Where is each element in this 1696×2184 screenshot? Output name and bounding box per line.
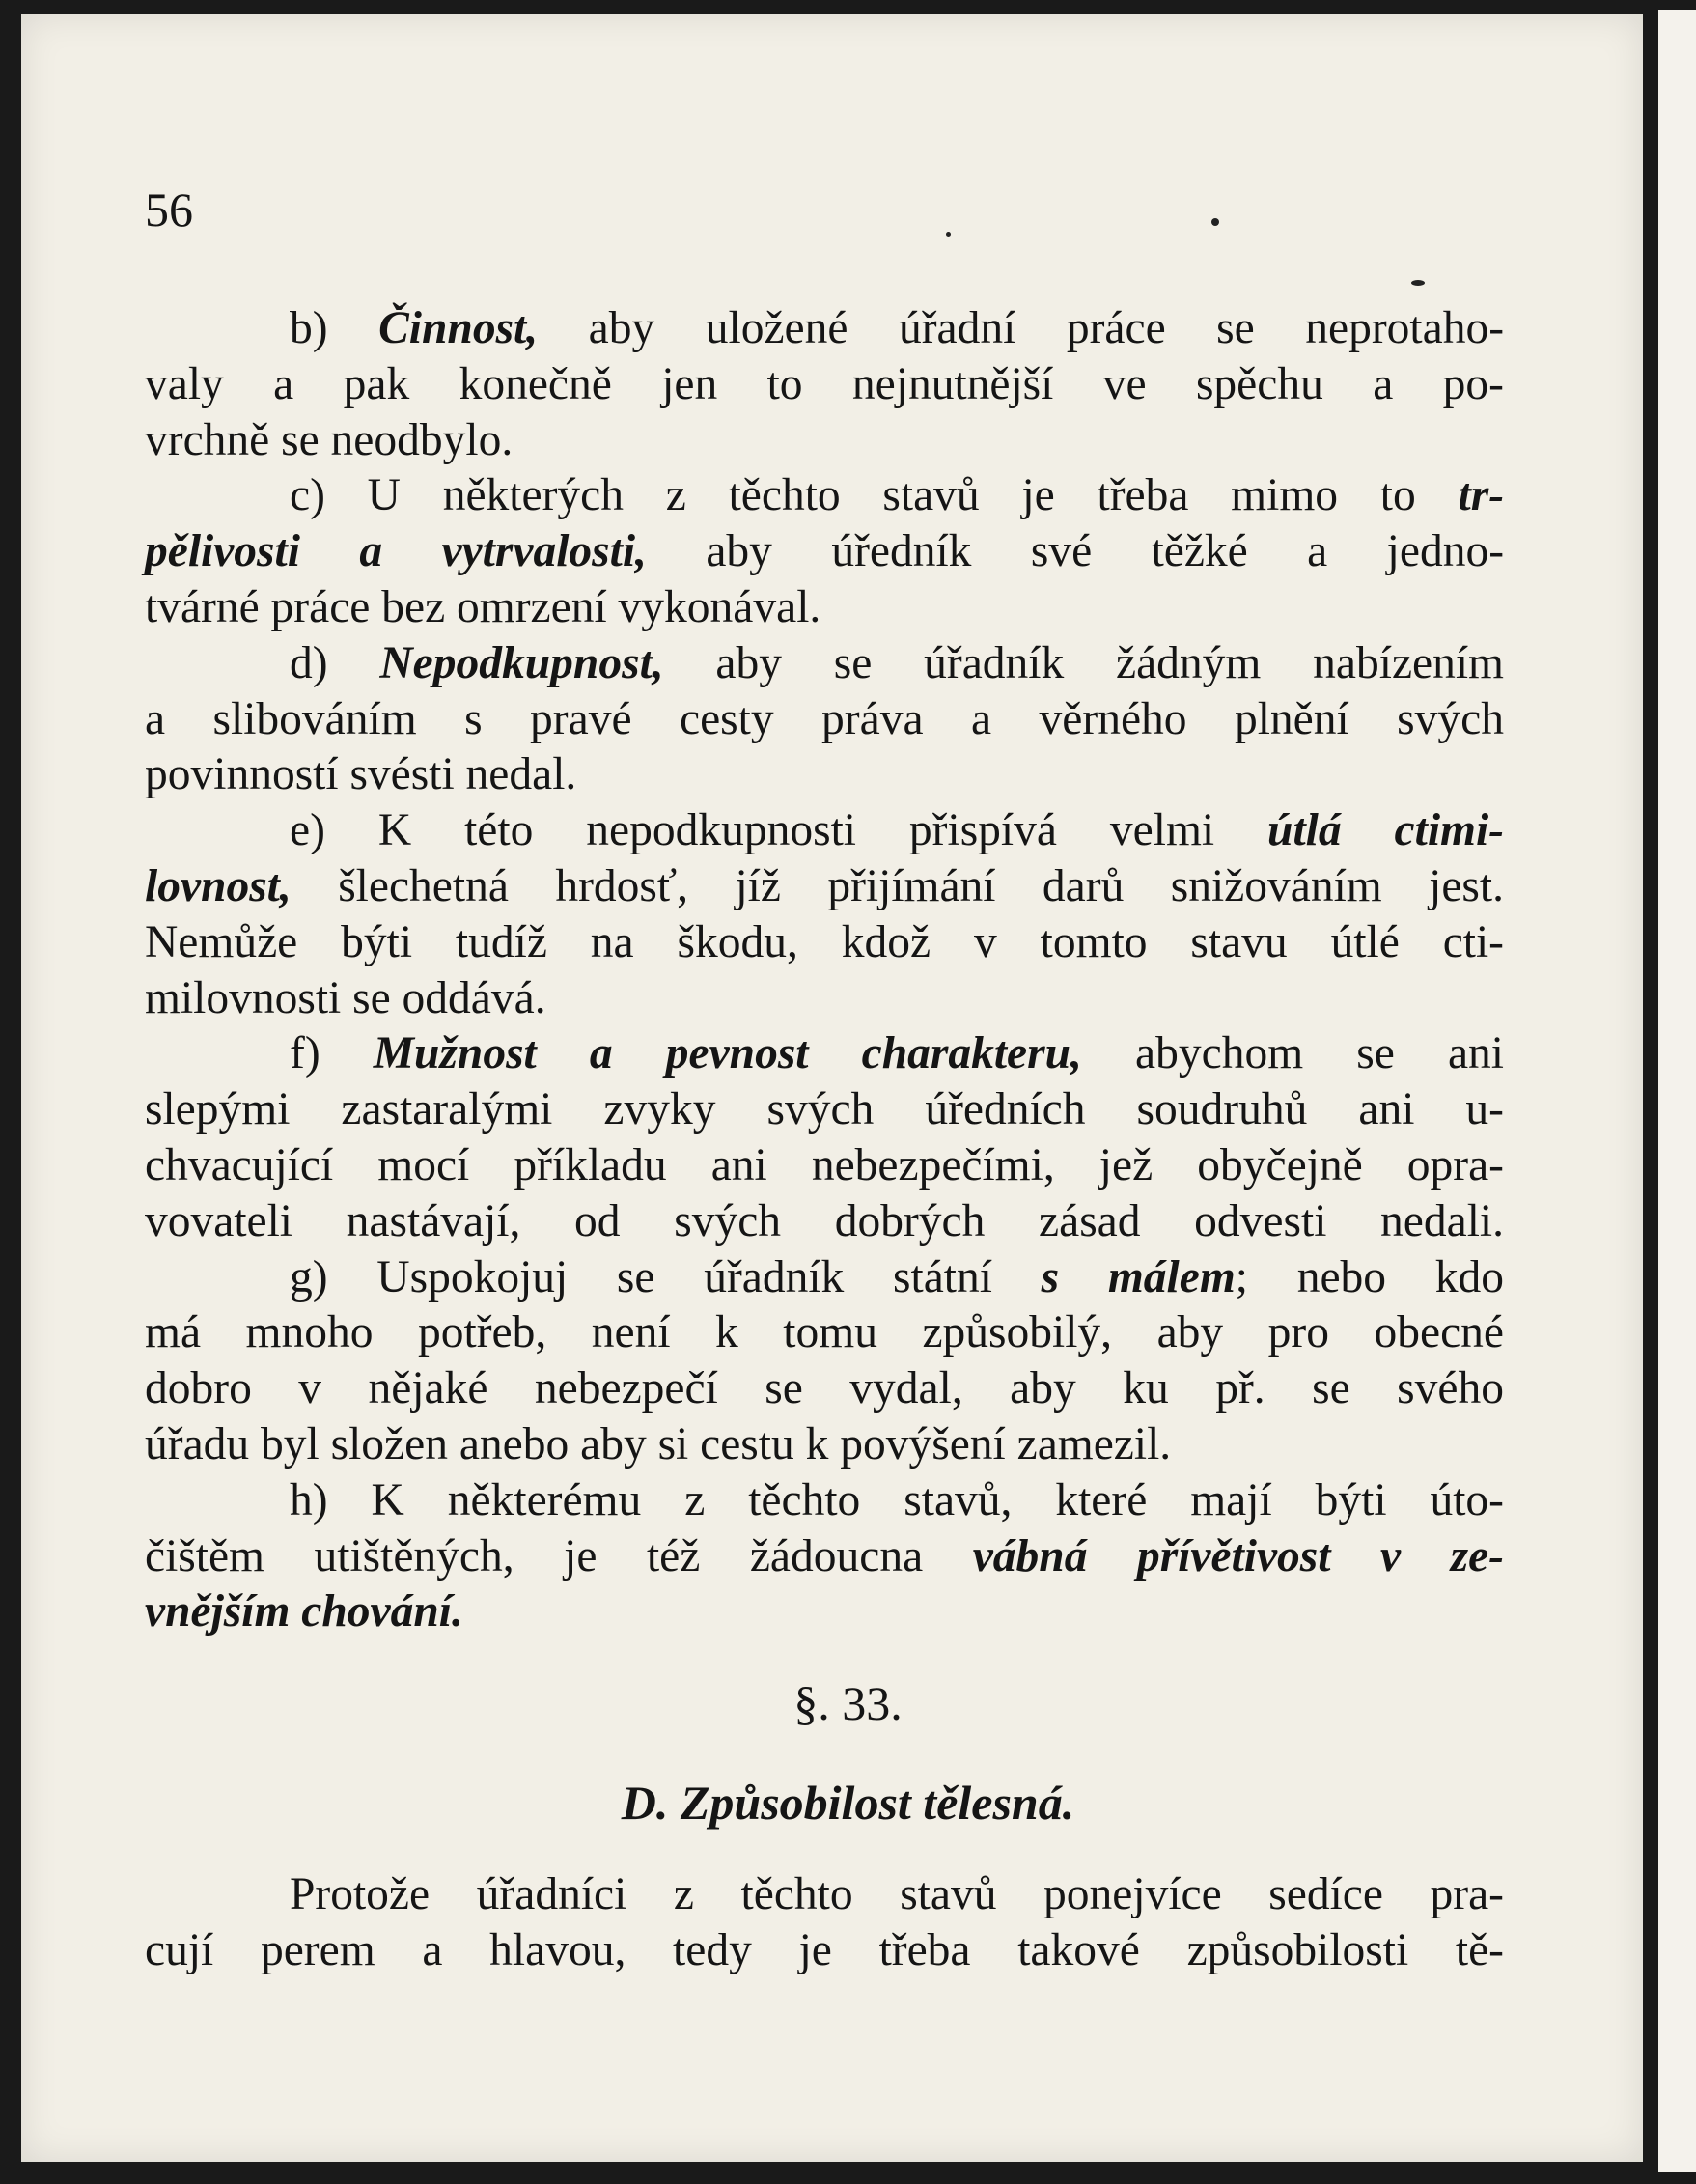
text-span: aby úředník své těžké a jedno- <box>706 526 1505 577</box>
text-line <box>145 1250 1504 1306</box>
text-line: Nemůže býti tudíž na škodu, kdož v tomto stavu útlé cti- <box>145 916 1504 967</box>
item-label: b) <box>290 303 328 353</box>
item-label: d) <box>290 637 328 688</box>
text-span: c) U některých z těchto stavů je třeba mimo to <box>290 470 1416 521</box>
text-line: cují perem a hlavou, tedy je třeba takové způsobilosti tě- <box>145 1924 1504 1975</box>
text-line: Protože úřadníci z těchto stavů ponejvíce sedíce pra- <box>290 1869 1504 1919</box>
text-span: abychom se ani <box>1135 1028 1504 1079</box>
page-number: 56 <box>145 182 193 237</box>
section-title: D. Způsobilost tělesná. <box>621 1776 1075 1830</box>
text-span: e) K této nepodkupnosti přispívá velmi <box>290 805 1215 856</box>
emphasis: s málem <box>1041 1251 1236 1302</box>
text-line <box>145 636 1504 692</box>
emphasis: útlá ctimi- <box>1267 805 1504 856</box>
scan-speck <box>1411 280 1425 286</box>
text-span: g) Uspokojuj se úřadník státní <box>290 1251 992 1302</box>
text-line: a slibováním s pravé cesty práva a věrného plnění svých <box>145 693 1504 744</box>
text-line: dobro v nějaké nebezpečí se vydal, aby ku př. se svého <box>145 1363 1504 1414</box>
section-number: §. 33. <box>793 1676 903 1730</box>
text-line: úřadu byl složen anebo aby si cestu k povýšení zamezil. <box>145 1418 1172 1470</box>
text-line <box>145 803 1504 859</box>
text-line: slepými zastaralými zvyky svých úředních soudruhů ani u- <box>145 1084 1504 1135</box>
adjacent-page-edge <box>1651 10 1696 2172</box>
text-line: povinností svésti nedal. <box>145 749 577 800</box>
text-line: milovnosti se oddává. <box>145 972 546 1023</box>
emphasis: pělivosti a vytrvalosti, <box>145 526 647 577</box>
text-line: chvacující mocí příkladu ani nebezpečími, jež obyčejně opra- <box>145 1139 1504 1190</box>
item-label: f) <box>290 1028 320 1079</box>
emphasis: Činnost, <box>378 303 539 353</box>
text-line <box>145 524 1504 580</box>
emphasis: tr- <box>1458 470 1505 521</box>
text-span: čištěm utištěných, je též žádoucna <box>145 1530 924 1582</box>
text-line <box>145 1584 1504 1640</box>
text-line <box>145 859 1504 915</box>
text-span: ; nebo kdo <box>1235 1251 1504 1302</box>
text-line <box>145 301 1504 357</box>
emphasis: lovnost, <box>145 860 292 911</box>
emphasis: Mužnost a pevnost charakteru, <box>373 1028 1082 1079</box>
text-line <box>145 1529 1504 1585</box>
scan-speck <box>1211 218 1219 226</box>
emphasis: Nepodkupnost, <box>379 637 664 688</box>
text-span: aby se úřadník žádným nabízením <box>715 637 1504 688</box>
main-text <box>145 301 1504 1640</box>
text-line <box>145 468 1504 524</box>
closing-paragraph <box>145 1867 1504 1979</box>
emphasis: vábná přívětivost v ze- <box>972 1530 1504 1582</box>
text-span: šlechetná hrdosť, jíž přijímání darů snižováním jest. <box>338 860 1504 911</box>
emphasis: vnějším chování. <box>145 1586 463 1638</box>
text-line: tvárné práce bez omrzení vykonával. <box>145 581 821 632</box>
scan-speck <box>946 232 951 237</box>
text-line: vrchně se neodbylo. <box>145 414 514 465</box>
text-line <box>145 1026 1504 1082</box>
text-line: valy a pak konečně jen to nejnutnější ve spěchu a po- <box>145 358 1504 409</box>
text-span: aby uložené úřadní práce se neprotaho- <box>588 303 1505 353</box>
text-line: h) K některému z těchto stavů, které mají býti úto- <box>290 1474 1504 1526</box>
text-line: vovateli nastávají, od svých dobrých zásad odvesti nedali. <box>145 1195 1504 1246</box>
text-line: má mnoho potřeb, není k tomu způsobilý, aby pro obecné <box>145 1307 1504 1358</box>
